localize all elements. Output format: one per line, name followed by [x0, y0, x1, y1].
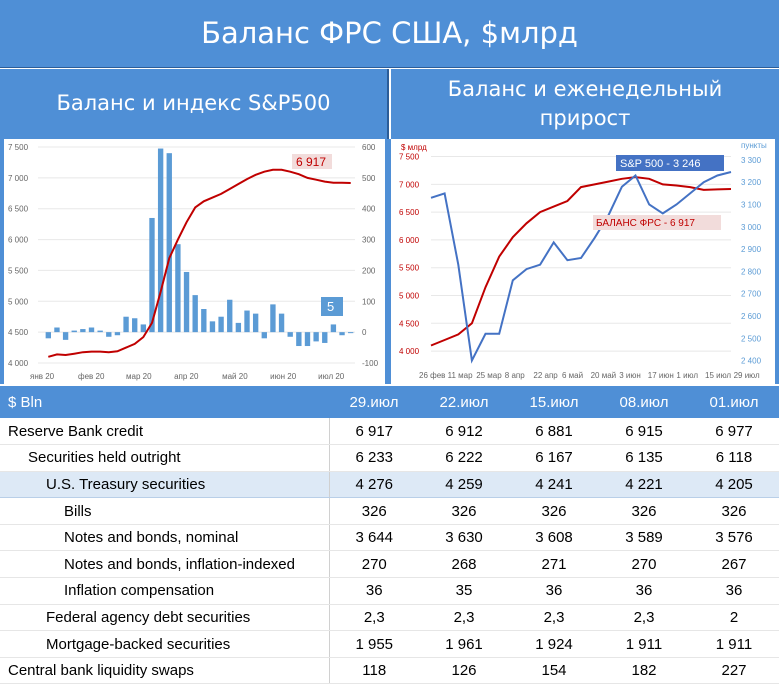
- table-row: [0, 631, 779, 658]
- cell-value: 6 118: [689, 445, 779, 472]
- right-tick-label: 2 900: [741, 245, 762, 255]
- bar: [123, 317, 128, 332]
- cell-value: 6 233: [329, 445, 419, 472]
- row-label: Bills: [0, 498, 329, 525]
- cell-value: 36: [509, 578, 599, 605]
- row-label: Notes and bonds, inflation-indexed: [0, 551, 329, 578]
- table-body: [0, 418, 779, 684]
- left-tick-label: 5 000: [399, 291, 420, 301]
- left-chart-svg: [0, 139, 389, 384]
- left-tick-label: 4 500: [8, 328, 29, 338]
- column-header: 01.июл: [689, 386, 779, 418]
- cell-value: 4 259: [419, 471, 509, 498]
- column-header: 29.июл: [329, 386, 419, 418]
- row-label: Federal agency debt securities: [0, 604, 329, 631]
- right-tick-label: 2 600: [741, 311, 762, 321]
- table-row: [0, 524, 779, 551]
- x-tick-label: 26 фев: [419, 371, 446, 380]
- left-tick-label: 6 500: [399, 208, 420, 218]
- cell-value: 2,3: [599, 604, 689, 631]
- bar: [305, 332, 310, 346]
- bar: [141, 324, 146, 332]
- left-axis-unit: $ млрд: [401, 143, 427, 152]
- bar: [270, 304, 275, 332]
- right-tick-label: 200: [362, 266, 376, 276]
- left-tick-label: 5 500: [399, 263, 420, 273]
- cell-value: 1 955: [329, 631, 419, 658]
- frame-left: [0, 139, 4, 384]
- cell-value: 3 630: [419, 524, 509, 551]
- table-row: [0, 551, 779, 578]
- right-tick-label: 3 200: [741, 178, 762, 188]
- bar: [236, 323, 241, 332]
- cell-value: 1 911: [689, 631, 779, 658]
- right-panel-title-text: Баланс и еженедельный прирост: [447, 76, 723, 130]
- bar: [201, 309, 206, 332]
- cell-value: 326: [599, 498, 689, 525]
- cell-value: 1 911: [599, 631, 689, 658]
- left-tick-label: 7 000: [8, 173, 29, 183]
- cell-value: 6 881: [509, 418, 599, 445]
- x-tick-label: 6 май: [562, 371, 584, 380]
- bar: [72, 331, 77, 333]
- bar: [322, 332, 327, 343]
- cell-value: 270: [599, 551, 689, 578]
- banner-title: Баланс ФРС США, $млрд: [0, 0, 779, 68]
- left-tick-label: 6 000: [399, 235, 420, 245]
- right-tick-label: 3 000: [741, 222, 762, 232]
- cell-value: 326: [329, 498, 419, 525]
- x-tick-label: 8 апр: [504, 371, 525, 380]
- right-tick-label: 3 100: [741, 200, 762, 210]
- cell-value: 154: [509, 657, 599, 684]
- table-row: [0, 657, 779, 684]
- row-label: Reserve Bank credit: [0, 418, 329, 445]
- cell-value: 6 917: [329, 418, 419, 445]
- bar: [279, 314, 284, 333]
- bar: [244, 311, 249, 333]
- left-chart: [0, 139, 389, 384]
- column-header: 08.июл: [599, 386, 689, 418]
- right-tick-label: 400: [362, 204, 376, 214]
- table-row: [0, 578, 779, 605]
- right-chart-svg: [391, 139, 779, 384]
- x-tick-label: 29 июл: [733, 371, 760, 380]
- x-tick-label: янв 20: [30, 372, 55, 381]
- bar: [339, 332, 344, 335]
- x-tick-label: 22 апр: [533, 371, 558, 380]
- right-tick-label: 300: [362, 235, 376, 245]
- row-label: Mortgage-backed securities: [0, 631, 329, 658]
- balance-last-label: БАЛАНС ФРС - 6 917: [596, 218, 695, 229]
- x-tick-label: фев 20: [78, 372, 105, 381]
- row-label: Securities held outright: [0, 445, 329, 472]
- row-label: Central bank liquidity swaps: [0, 657, 329, 684]
- cell-value: 182: [599, 657, 689, 684]
- sp500-line: [431, 172, 731, 361]
- cell-value: 227: [689, 657, 779, 684]
- balance-last-label: 6 917: [296, 155, 327, 169]
- cell-value: 36: [689, 578, 779, 605]
- cell-value: 3 644: [329, 524, 419, 551]
- unit-header: $ Bln: [0, 386, 329, 418]
- bar: [218, 317, 223, 332]
- x-tick-label: 3 июн: [619, 371, 641, 380]
- cell-value: 6 977: [689, 418, 779, 445]
- bar: [63, 332, 68, 340]
- right-panel-title: [391, 69, 779, 139]
- table-row: [0, 471, 779, 498]
- cell-value: 4 276: [329, 471, 419, 498]
- left-tick-label: 7 500: [8, 143, 29, 152]
- bar: [331, 324, 336, 332]
- cell-value: 1 961: [419, 631, 509, 658]
- left-panel-title: [0, 69, 389, 139]
- x-tick-label: июл 20: [318, 372, 345, 381]
- right-tick-label: 2 500: [741, 334, 762, 344]
- cell-value: 4 221: [599, 471, 689, 498]
- bar: [97, 331, 102, 333]
- cell-value: 267: [689, 551, 779, 578]
- bar: [115, 332, 120, 335]
- bar-last-label: 5: [327, 299, 335, 314]
- x-tick-label: 15 июл: [705, 371, 732, 380]
- right-tick-label: 2 700: [741, 289, 762, 299]
- x-tick-label: мар 20: [126, 372, 152, 381]
- left-tick-label: 6 500: [8, 204, 29, 214]
- bar: [175, 244, 180, 332]
- column-header: 22.июл: [419, 386, 509, 418]
- right-tick-label: -100: [362, 359, 379, 368]
- bar: [210, 321, 215, 332]
- cell-value: 3 589: [599, 524, 689, 551]
- cell-value: 268: [419, 551, 509, 578]
- left-tick-label: 5 000: [8, 297, 29, 307]
- bar: [106, 332, 111, 337]
- cell-value: 6 222: [419, 445, 509, 472]
- fed-balance-table: [0, 386, 779, 684]
- right-tick-label: 0: [362, 328, 367, 338]
- left-tick-label: 4 500: [399, 319, 420, 329]
- cell-value: 36: [599, 578, 689, 605]
- right-tick-label: 600: [362, 143, 376, 152]
- right-tick-label: 2 800: [741, 267, 762, 277]
- bar: [296, 332, 301, 346]
- x-tick-label: 11 мар: [447, 371, 473, 380]
- cell-value: 4 241: [509, 471, 599, 498]
- balance-line: [431, 177, 731, 345]
- bar: [253, 314, 258, 333]
- left-panel-title-text: Баланс и индекс S&P500: [56, 91, 331, 116]
- cell-value: 6 912: [419, 418, 509, 445]
- sp500-last-label: S&P 500 - 3 246: [620, 158, 701, 170]
- cell-value: 6 167: [509, 445, 599, 472]
- cell-value: 2,3: [509, 604, 599, 631]
- right-tick-label: 500: [362, 173, 376, 183]
- row-label: Inflation compensation: [0, 578, 329, 605]
- bar: [348, 332, 353, 333]
- row-label: U.S. Treasury securities: [0, 471, 329, 498]
- bar: [89, 328, 94, 333]
- cell-value: 3 576: [689, 524, 779, 551]
- table-row: [0, 604, 779, 631]
- table-row: [0, 498, 779, 525]
- cell-value: 126: [419, 657, 509, 684]
- cell-value: 6 135: [599, 445, 689, 472]
- bar: [54, 328, 59, 333]
- table-row: [0, 418, 779, 445]
- cell-value: 6 915: [599, 418, 689, 445]
- x-tick-label: июн 20: [270, 372, 297, 381]
- bar: [193, 295, 198, 332]
- cell-value: 2,3: [329, 604, 419, 631]
- right-tick-label: 3 300: [741, 155, 762, 165]
- cell-value: 271: [509, 551, 599, 578]
- column-header: 15.июл: [509, 386, 599, 418]
- row-label: Notes and bonds, nominal: [0, 524, 329, 551]
- right-tick-label: 2 400: [741, 356, 762, 366]
- left-tick-label: 6 000: [8, 235, 29, 245]
- bar: [184, 272, 189, 332]
- cell-value: 326: [689, 498, 779, 525]
- bar: [158, 149, 163, 333]
- bar: [132, 318, 137, 332]
- cell-value: 36: [329, 578, 419, 605]
- left-tick-label: 5 500: [8, 266, 29, 276]
- bar: [167, 153, 172, 332]
- bar: [80, 329, 85, 332]
- cell-value: 1 924: [509, 631, 599, 658]
- bar: [288, 332, 293, 337]
- cell-value: 270: [329, 551, 419, 578]
- table-row: [0, 445, 779, 472]
- table-header-row: [0, 386, 779, 418]
- right-chart: [391, 139, 779, 384]
- x-tick-label: 1 июл: [676, 371, 699, 380]
- cell-value: 4 205: [689, 471, 779, 498]
- left-tick-label: 4 000: [399, 347, 420, 357]
- bar: [313, 332, 318, 341]
- right-tick-label: 100: [362, 297, 376, 307]
- bar: [262, 332, 267, 338]
- frame-middle: [385, 139, 391, 384]
- right-axis-unit: пункты: [741, 141, 767, 150]
- cell-value: 2,3: [419, 604, 509, 631]
- cell-value: 3 608: [509, 524, 599, 551]
- bar: [227, 300, 232, 332]
- x-tick-label: 20 май: [590, 371, 617, 380]
- bar: [46, 332, 51, 338]
- cell-value: 35: [419, 578, 509, 605]
- frame-right: [775, 139, 779, 384]
- left-tick-label: 4 000: [8, 359, 29, 368]
- cell-value: 118: [329, 657, 419, 684]
- left-tick-label: 7 500: [399, 152, 420, 162]
- cell-value: 2: [689, 604, 779, 631]
- x-tick-label: май 20: [222, 372, 248, 381]
- x-tick-label: 25 мар: [476, 371, 502, 380]
- cell-value: 326: [509, 498, 599, 525]
- cell-value: 326: [419, 498, 509, 525]
- x-tick-label: 17 июн: [647, 371, 674, 380]
- left-tick-label: 7 000: [399, 180, 420, 190]
- x-tick-label: апр 20: [174, 372, 199, 381]
